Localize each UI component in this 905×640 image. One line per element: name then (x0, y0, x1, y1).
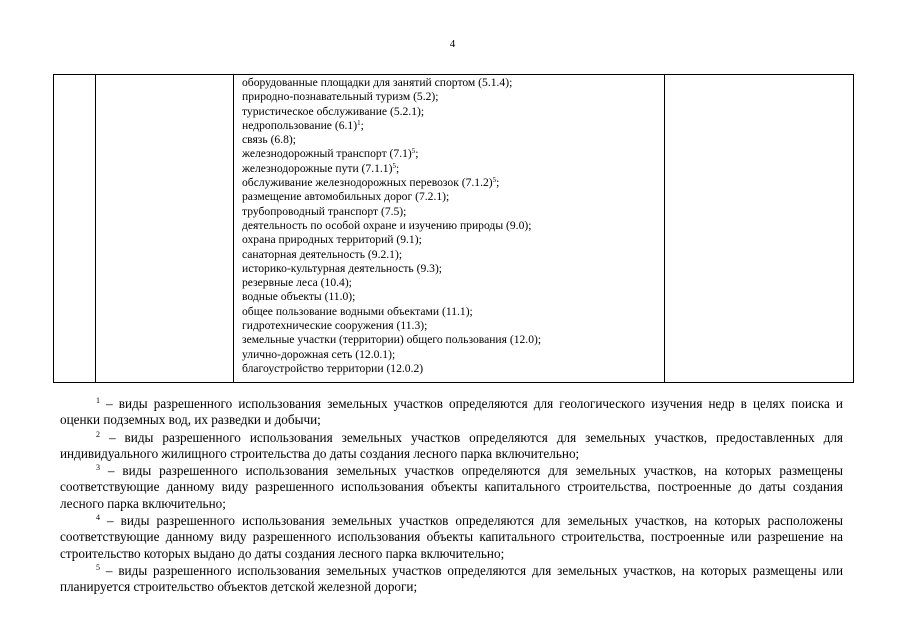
use-text-tail: ; (360, 118, 364, 132)
use-text: туристическое обслуживание (5.2.1); (242, 104, 425, 118)
use-text: общее пользование водными объектами (11.1); (242, 304, 473, 318)
list-item (242, 290, 664, 304)
footnotes (60, 396, 843, 597)
list-item (242, 190, 664, 204)
list-item (242, 362, 664, 376)
table-row (54, 75, 854, 383)
footnote-text: – виды разрешенного использования земельных участков определяются для геологического изучения недр в целях поиска и оценки подземных вод, их разведки и добычи; (60, 396, 843, 428)
use-text-tail: ; (395, 161, 400, 175)
use-text: обслуживание железнодорожных перевозок (7.1.2) (242, 176, 493, 190)
use-text: железнодорожный транспорт (7.1) (242, 147, 412, 161)
list-item (242, 333, 664, 347)
list-item (242, 119, 664, 133)
footnote-ref: 5 (492, 176, 497, 185)
use-text: природно-познавательный туризм (5.2); (242, 90, 439, 104)
page-number: 4 (449, 38, 456, 50)
footnote-text: – виды разрешенного использования земельных участков определяются для земельных участков, на которых размещены или планируется строительство объектов детской железной дороги; (60, 562, 843, 595)
table-cell-zone (96, 75, 234, 383)
permitted-uses-list (234, 75, 664, 376)
use-text: охрана природных территорий (9.1); (242, 233, 422, 247)
use-text: железнодорожные пути (7.1.1) (242, 161, 393, 175)
list-item (242, 219, 664, 233)
land-use-table (53, 74, 854, 383)
list-item (242, 90, 664, 104)
footnote (60, 396, 843, 429)
use-text: гидротехнические сооружения (11.3); (242, 319, 428, 333)
list-item (242, 233, 664, 247)
footnote-number: 2 (96, 429, 100, 439)
footnote-text: – виды разрешенного использования земельных участков определяются для земельных участков, на которых расположены соответствующие данному виду разрешенного использования объекты капитального строительства, построенные или разрешение на строительство которых выдано до даты создания лесного парка включительно; (60, 513, 843, 561)
list-item (242, 205, 664, 219)
use-text: улично-дорожная сеть (12.0.1); (242, 347, 396, 361)
table-cell-permitted-uses (234, 75, 665, 383)
table-cell-notes (665, 75, 854, 383)
list-item (242, 262, 664, 276)
footnote-number: 3 (96, 463, 100, 473)
use-text: размещение автомобильных дорог (7.2.1); (242, 190, 450, 204)
list-item (242, 319, 664, 333)
footnote-text: – виды разрешенного использования земельных участков определяются для земельных участков, предоставленных для индивидуального жилищного строительства до даты создания лесного парка включительно; (60, 429, 843, 461)
use-text: земельные участки (территории) общего пользования (12.0); (242, 333, 542, 347)
footnote-text: – виды разрешенного использования земельных участков определяются для земельных участков, на которых размещены соответствующие данному виду разрешенного использования объекты капитального строительства, построенные до даты создания лесного парка включительно; (60, 463, 843, 511)
list-item (242, 162, 664, 176)
use-text: оборудованные площадки для занятий спортом (5.1.4); (242, 76, 513, 89)
footnote (60, 430, 843, 463)
use-text-tail: ; (415, 147, 419, 161)
footnote (60, 563, 843, 596)
list-item (242, 276, 664, 290)
footnote (60, 463, 843, 512)
use-text: резервные леса (10.4); (242, 276, 352, 290)
footnote-ref: 5 (392, 161, 396, 170)
use-text: благоустройство территории (12.0.2) (242, 361, 424, 375)
use-text: водные объекты (11.0); (242, 290, 356, 304)
table-cell-number (54, 75, 96, 383)
footnote-number: 1 (96, 396, 100, 405)
footnote-number: 4 (96, 513, 100, 523)
use-text: связь (6.8); (242, 133, 297, 147)
list-item (242, 348, 664, 362)
use-text: деятельность по особой охране и изучению природы (9.0); (242, 218, 532, 232)
footnote-number: 5 (96, 562, 100, 572)
list-item (242, 133, 664, 147)
footnote-ref: 5 (411, 147, 416, 156)
use-text: историко-культурная деятельность (9.3); (242, 261, 443, 275)
list-item (242, 76, 664, 90)
footnote-ref: 1 (357, 118, 361, 127)
list-item (242, 147, 664, 161)
use-text: трубопроводный транспорт (7.5); (242, 204, 407, 218)
list-item (242, 305, 664, 319)
use-text: недропользование (6.1) (242, 118, 358, 132)
list-item (242, 248, 664, 262)
list-item (242, 105, 664, 119)
use-text-tail: ; (496, 176, 500, 190)
footnote (60, 513, 843, 562)
list-item (242, 176, 664, 190)
use-text: санаторная деятельность (9.2.1); (242, 247, 403, 261)
